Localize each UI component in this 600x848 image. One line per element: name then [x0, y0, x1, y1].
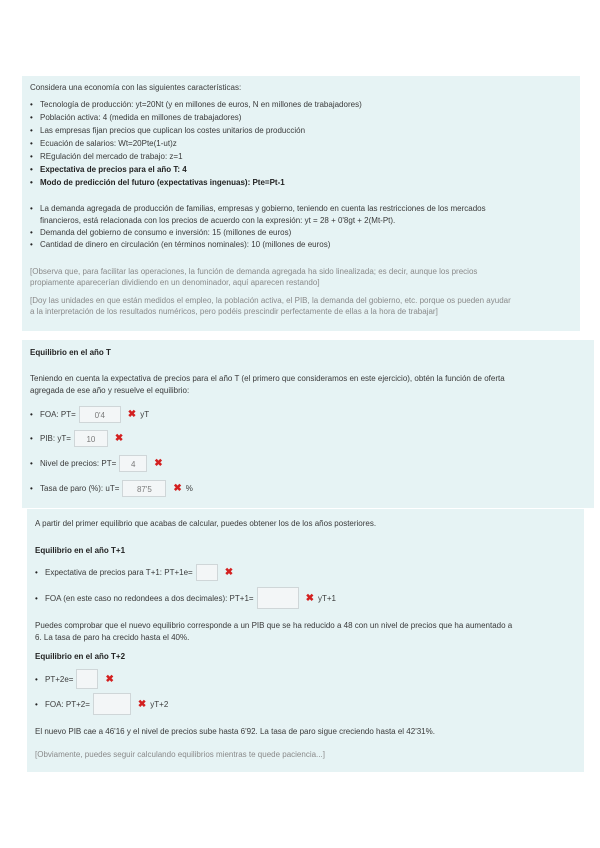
- foa1-label: FOA (en este caso no redondees a dos decimales): PT+1=: [45, 593, 254, 603]
- list-item: • Población activa: 4 (medida en millones de trabajadores): [30, 111, 362, 124]
- demand-list: [30, 203, 486, 251]
- foa-input[interactable]: 0'4: [79, 406, 121, 423]
- cross-icon: ✖: [127, 409, 137, 420]
- units-note: [Doy las unidades en que están medidos el empleo, la población activa, el PIB, la demanda del gobierno, etc. porque os pueden ayudar a la interpretación de los resultados numéricos, pero podéis prescindir perfectamente de ellas a la hora de trabajar]: [30, 296, 511, 316]
- paro-suffix: %: [185, 484, 193, 493]
- pib-input[interactable]: 10: [74, 430, 108, 447]
- cross-icon: ✖: [305, 592, 314, 604]
- foa2-label: FOA: PT+2=: [45, 699, 90, 709]
- foa2-input[interactable]: [93, 693, 131, 715]
- exp-label: Expectativa de precios para T+1: PT+1e=: [45, 568, 193, 577]
- foa-row: • FOA: PT= 0'4 ✖ yT: [30, 406, 149, 423]
- list-item: • Tecnología de producción: yt=20Nt (y en millones de euros, N en millones de trabajadores): [30, 98, 362, 111]
- equilibrium-t-panel: [22, 340, 594, 508]
- final-text: El nuevo PIB cae a 46'16 y el nivel de precios sube hasta 6'92. La tasa de paro sigue creciendo hasta el 42'31%.: [35, 727, 435, 736]
- section-title: Equilibrio en el año T+1: [35, 546, 126, 555]
- foa1-suffix: yT+1: [317, 593, 336, 603]
- list-item: • Expectativa de precios para el año T: 4: [30, 163, 362, 176]
- cross-icon: ✖: [114, 433, 124, 444]
- cross-icon: ✖: [105, 673, 114, 685]
- list-item: • Demanda del gobierno de consumo e inversión: 15 (millones de euros): [30, 227, 486, 239]
- section-title: Equilibrio en el año T+2: [35, 652, 126, 661]
- list-item: • Las empresas fijan precios que cuplican los costes unitarios de producción: [30, 124, 362, 137]
- pt2-input[interactable]: [76, 669, 98, 689]
- foa1-row: • FOA (en este caso no redondees a dos decimales): PT+1= ✖ yT+1: [35, 587, 336, 609]
- foa1-input[interactable]: [257, 587, 299, 609]
- foa-label: FOA: PT=: [40, 410, 76, 419]
- later-intro: A partir del primer equilibrio que acabas de calcular, puedes obtener los de los años posteriores.: [35, 519, 377, 528]
- list-item: • Modo de predicción del futuro (expectativas ingenuas): Pte=Pt-1: [30, 176, 362, 189]
- later-years-panel: [27, 509, 584, 772]
- paro-row: • Tasa de paro (%): uT= 87'5 ✖ %: [30, 480, 193, 497]
- check-text: Puedes comprobar que el nuevo equilibrio corresponde a un PIB que se ha reducido a 48 con un nivel de precios que ha aumentado a 6. La tasa de paro ha crecido hasta el 40%.: [35, 621, 513, 642]
- foa-suffix: yT: [140, 410, 150, 419]
- expectation-row: • Expectativa de precios para T+1: PT+1e= ✖: [35, 564, 237, 581]
- problem-statement-panel: [22, 76, 580, 331]
- precios-row: • Nivel de precios: PT= 4 ✖: [30, 455, 167, 472]
- foa2-row: • FOA: PT+2= ✖ yT+2: [35, 693, 168, 715]
- cross-icon: ✖: [137, 698, 147, 710]
- linearization-note: [Observa que, para facilitar las operaciones, la función de demanda agregada ha sido linealizada; es decir, aunque los precios propiamente aparecerían dividiendo en un denominador, aquí aparecen restando]: [30, 267, 478, 287]
- list-item: • La demanda agregada de producción de familias, empresas y gobierno, teniendo en cuenta las restricciones de los mercados financieros, está relacionada con los precios de acuerdo con la expresión: yt = 28 + 0'8gt + 2(Mt-Pt).: [30, 203, 486, 227]
- foa2-suffix: yT+2: [150, 699, 169, 709]
- final-note: [Obviamente, puedes seguir calculando equilibrios mientras te quede paciencia...]: [35, 750, 325, 759]
- cross-icon: ✖: [224, 567, 234, 578]
- paro-input[interactable]: 87'5: [122, 480, 166, 497]
- precios-input[interactable]: 4: [119, 455, 147, 472]
- cross-icon: ✖: [154, 458, 163, 469]
- precios-label: Nivel de precios: PT=: [40, 459, 117, 468]
- paro-label: Tasa de paro (%): uT=: [40, 484, 120, 493]
- characteristics-list: [30, 98, 362, 189]
- list-item: • Cantidad de dinero en circulación (en términos nominales): 10 (millones de euros): [30, 239, 486, 251]
- cross-icon: ✖: [173, 483, 182, 494]
- pib-label: PIB: yT=: [40, 434, 71, 443]
- section-title: Equilibrio en el año T: [30, 348, 111, 357]
- instructions-text: Teniendo en cuenta la expectativa de precios para el año T (el primero que consideramos en este ejercicio), obtén la función de oferta agregada de ese año y resuelve el equilibrio:: [30, 374, 505, 395]
- pt2-label: PT+2e=: [45, 674, 74, 684]
- pib-row: • PIB: yT= 10 ✖: [30, 430, 127, 447]
- pt2-row: • PT+2e= ✖: [35, 669, 118, 689]
- expectation-input[interactable]: [196, 564, 218, 581]
- list-item: • Ecuación de salarios: Wt=20Pte(1-ut)z: [30, 137, 362, 150]
- intro-heading: Considera una economía con las siguientes características:: [30, 83, 242, 92]
- list-item: • REgulación del mercado de trabajo: z=1: [30, 150, 362, 163]
